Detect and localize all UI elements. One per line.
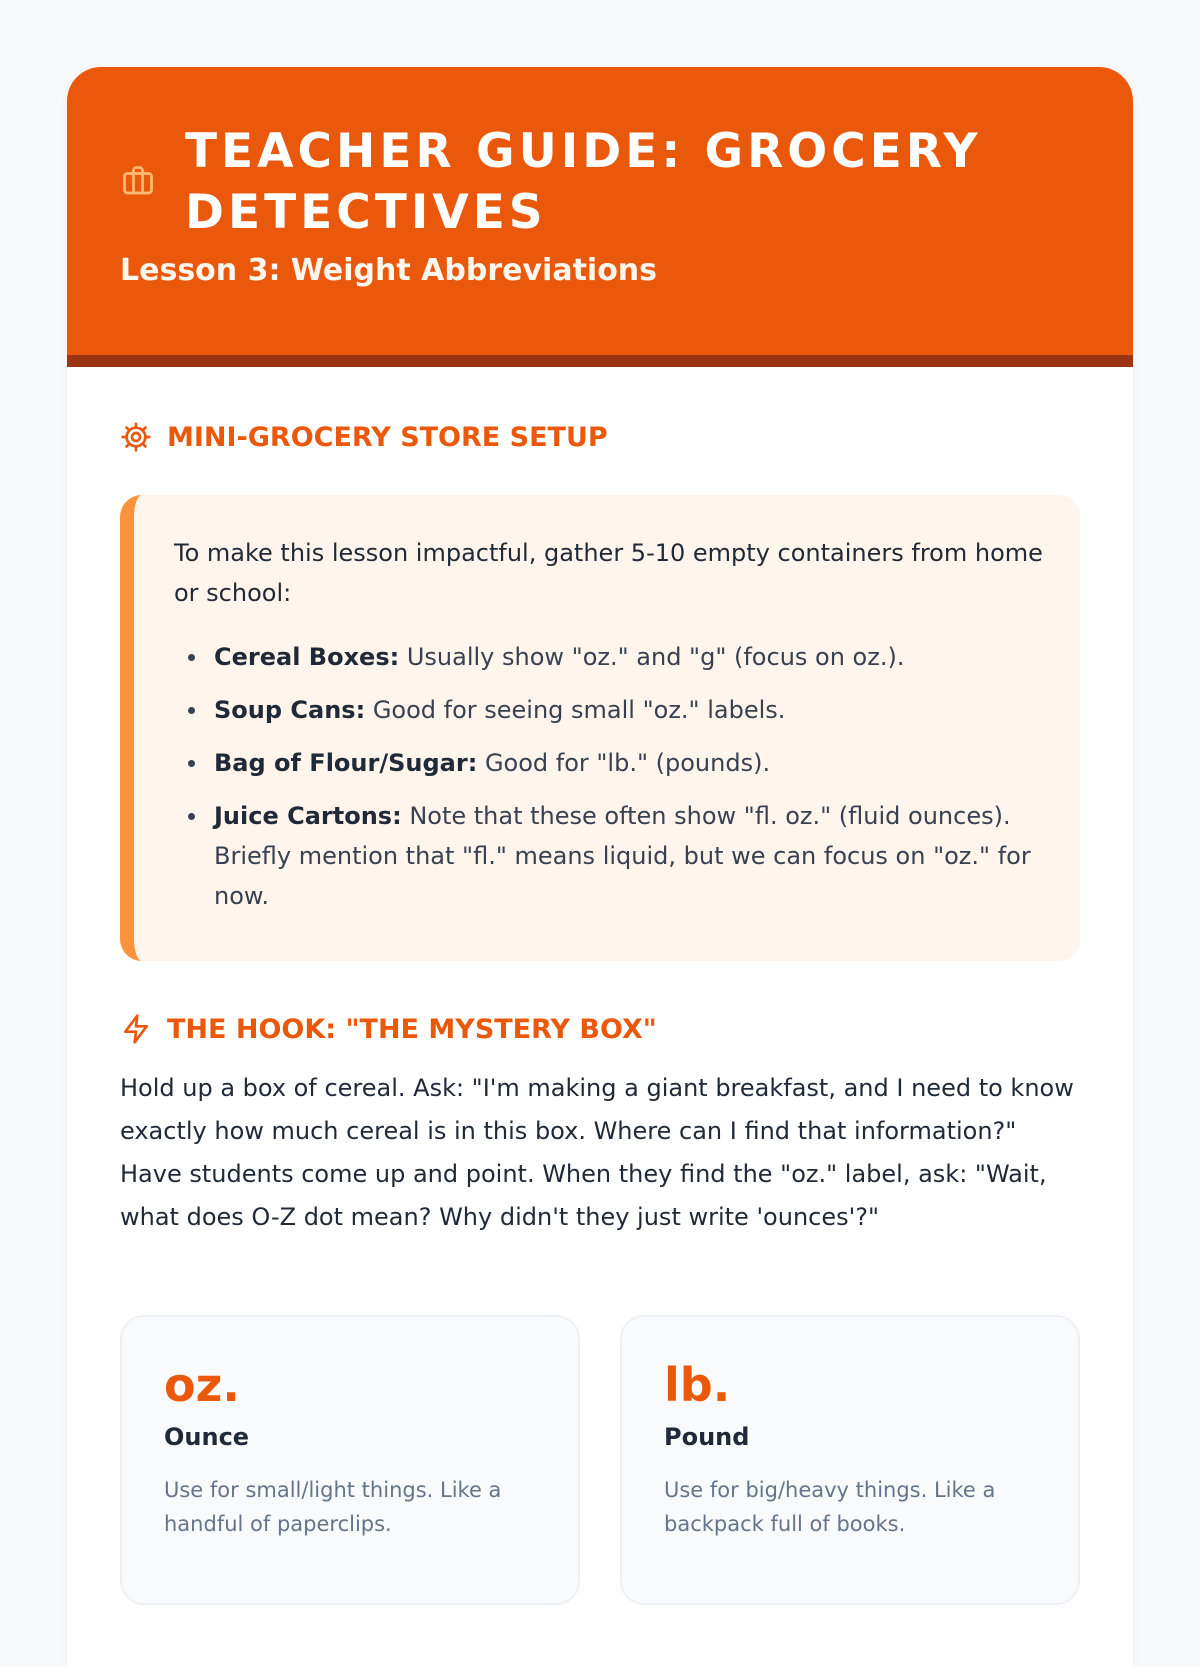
unit-abbreviation: oz.	[164, 1358, 240, 1412]
unit-card-ounce	[120, 1315, 580, 1605]
container-list	[174, 637, 1040, 916]
list-item-term: Juice Cartons:	[214, 802, 402, 830]
setup-section-heading	[120, 421, 608, 453]
gear-icon	[120, 421, 152, 453]
list-item-text: Usually show "oz." and "g" (focus on oz.).	[406, 643, 905, 671]
list-item-term: Cereal Boxes:	[214, 643, 400, 671]
list-item	[174, 637, 1040, 677]
hook-section-heading	[120, 1013, 657, 1045]
list-item-term: Bag of Flour/Sugar:	[214, 749, 478, 777]
hook-paragraph: Hold up a box of cereal. Ask: "I'm making a giant breakfast, and I need to know exactly how much cereal is in this box. Where can I find that information?" Have students come up and point. When they find the "oz." label, ask: "Wait, what does O-Z dot mean? Why didn't they just write 'ounces'?"	[120, 1074, 1074, 1231]
guide-card	[67, 67, 1133, 1667]
unit-name: Ounce	[164, 1423, 250, 1451]
unit-description: Use for small/light things. Like a handful of paperclips.	[164, 1478, 502, 1536]
list-item-text: Good for seeing small "oz." labels.	[372, 696, 786, 724]
list-item-term: Soup Cans:	[214, 696, 366, 724]
briefcase-icon	[120, 163, 156, 199]
guide-header	[67, 67, 1133, 367]
setup-callout	[120, 495, 1080, 961]
unit-card-pound	[620, 1315, 1080, 1605]
list-item-text: Good for "lb." (pounds).	[484, 749, 771, 777]
unit-name: Pound	[664, 1423, 750, 1451]
page-title: TEACHER GUIDE: GROCERY DETECTIVES	[185, 124, 982, 240]
list-item	[174, 743, 1040, 783]
hook-heading-text: THE HOOK: "THE MYSTERY BOX"	[167, 1013, 657, 1045]
list-item	[174, 690, 1040, 730]
unit-description: Use for big/heavy things. Like a backpack full of books.	[664, 1478, 996, 1536]
setup-heading-text: MINI-GROCERY STORE SETUP	[167, 421, 608, 453]
lightning-icon	[120, 1013, 152, 1045]
unit-abbreviation: lb.	[664, 1358, 731, 1412]
list-item-text: Note that these often show "fl. oz." (fluid ounces). Briefly mention that "fl." means liquid, but we can focus on "oz." for now.	[214, 802, 1031, 910]
page-subtitle: Lesson 3: Weight Abbreviations	[120, 253, 658, 288]
list-item	[174, 796, 1040, 916]
setup-intro: To make this lesson impactful, gather 5-10 empty containers from home or school:	[174, 539, 1043, 607]
